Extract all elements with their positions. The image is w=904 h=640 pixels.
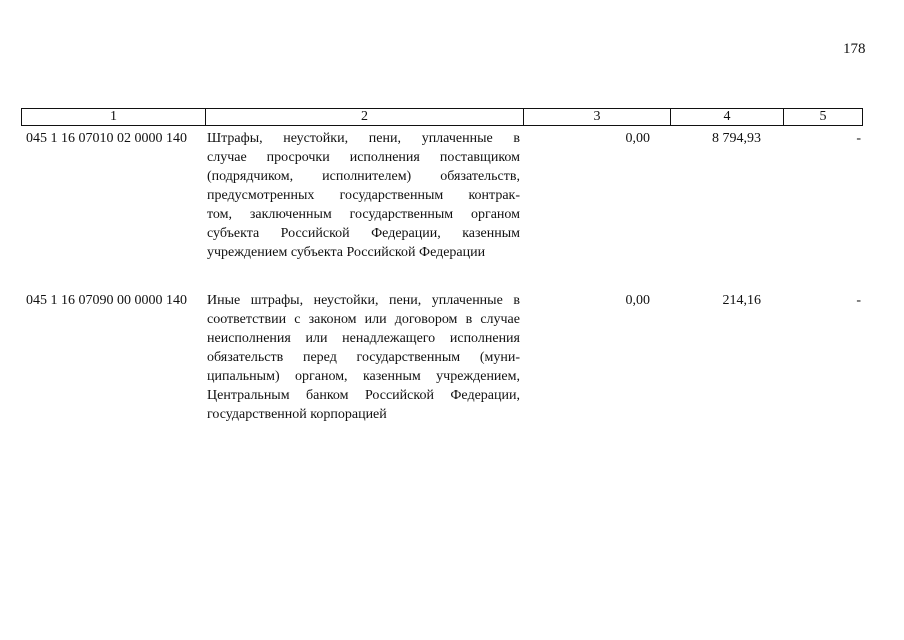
- amount-col5: -: [856, 293, 861, 308]
- description-line: случае просрочки исполнения поставщиком: [207, 150, 520, 165]
- budget-code: 045 1 16 07010 02 0000 140: [26, 131, 187, 146]
- amount-col4: 214,16: [722, 293, 761, 308]
- description-line: ципальным) органом, казенным учреждением,: [207, 369, 520, 384]
- header-cell-2: 2: [206, 109, 524, 125]
- description-line: учреждением субъекта Российской Федерации: [207, 245, 486, 260]
- amount-col5: -: [856, 131, 861, 146]
- row-description: [207, 129, 520, 262]
- description-line: предусмотренных государственным контрак-: [207, 188, 520, 203]
- description-line: (подрядчиком, исполнителем) обязательств,: [207, 169, 520, 184]
- header-cell-3: 3: [524, 109, 671, 125]
- description-line: том, заключенным государственным органом: [207, 207, 520, 222]
- amount-col3: 0,00: [625, 131, 650, 146]
- header-cell-4: 4: [671, 109, 784, 125]
- description-line: государственной корпорацией: [207, 407, 387, 422]
- description-line: Центральным банком Российской Федерации,: [207, 388, 520, 403]
- row-description: [207, 291, 520, 424]
- description-line: обязательств перед государственным (муни-: [207, 350, 520, 365]
- table-header-row: [21, 108, 863, 126]
- header-cell-5: 5: [819, 109, 827, 124]
- description-line: соответствии с законом или договором в случае: [207, 312, 520, 327]
- amount-col4: 8 794,93: [712, 131, 761, 146]
- header-cell-1: 1: [22, 109, 206, 125]
- description-line: Иные штрафы, неустойки, пени, уплаченные в: [207, 293, 520, 308]
- description-line: Штрафы, неустойки, пени, уплаченные в: [207, 131, 520, 146]
- description-line: неисполнения или ненадлежащего исполнения: [207, 331, 520, 346]
- budget-code: 045 1 16 07090 00 0000 140: [26, 293, 187, 308]
- description-line: субъекта Российской Федерации, казенным: [207, 226, 520, 241]
- page-number: 178: [843, 41, 866, 57]
- amount-col3: 0,00: [625, 293, 650, 308]
